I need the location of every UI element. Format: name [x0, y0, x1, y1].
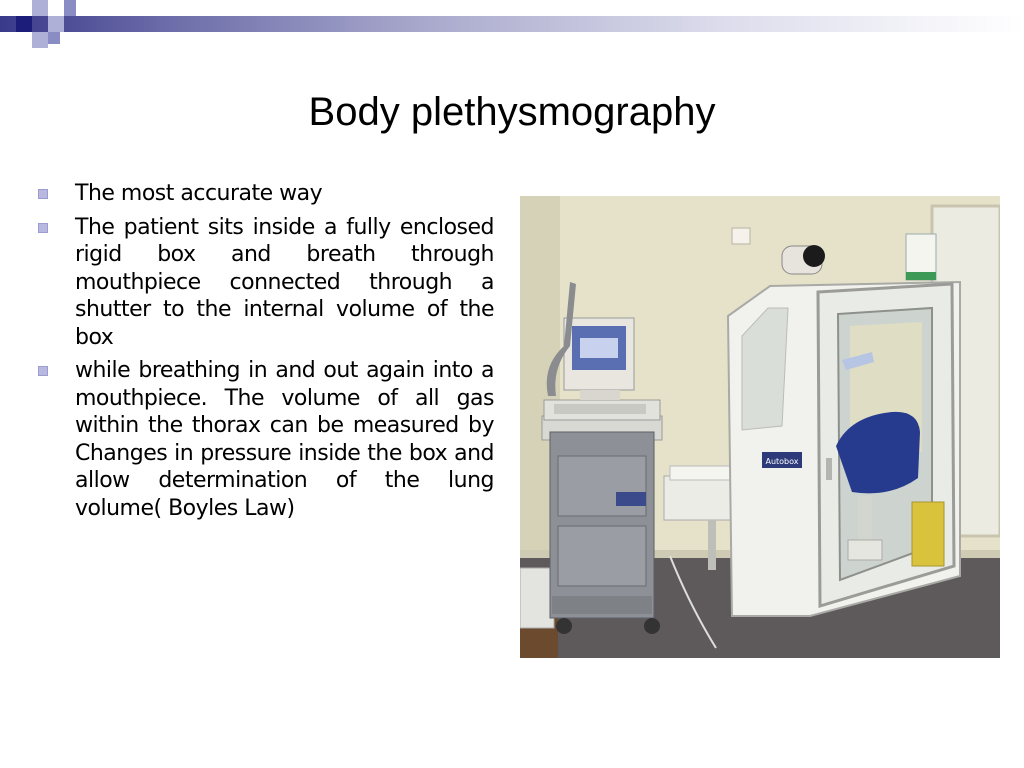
plethysmograph-photo	[520, 196, 1000, 658]
header-gradient-band	[0, 16, 1024, 32]
bullet-square-icon	[38, 189, 48, 199]
slide-title: Body plethysmography	[308, 90, 716, 134]
bullet-list	[38, 180, 494, 528]
booth-brand-label: Autobox	[765, 457, 799, 466]
header-square	[16, 16, 32, 32]
bullet-text: while breathing in and out again into a mouthpiece. The volume of all gas within the thorax can be measured by Changes in pressure inside the box and allow determination of the lung volume( Boyles Law)	[75, 358, 494, 521]
bullet-item	[38, 357, 494, 522]
bullet-square-icon	[38, 223, 48, 233]
bullet-item	[38, 214, 494, 352]
header-square	[32, 32, 48, 48]
header-square	[32, 0, 48, 16]
header-square	[48, 32, 60, 44]
bullet-item	[38, 180, 494, 208]
bullet-square-icon	[38, 366, 48, 376]
bullet-text: The patient sits inside a fully enclosed rigid box and breath through mouthpiece connected through a shutter to the internal volume of the box	[75, 214, 494, 350]
bullet-text: The most accurate way	[75, 181, 323, 206]
header-square	[48, 16, 64, 32]
header-square	[64, 0, 76, 16]
